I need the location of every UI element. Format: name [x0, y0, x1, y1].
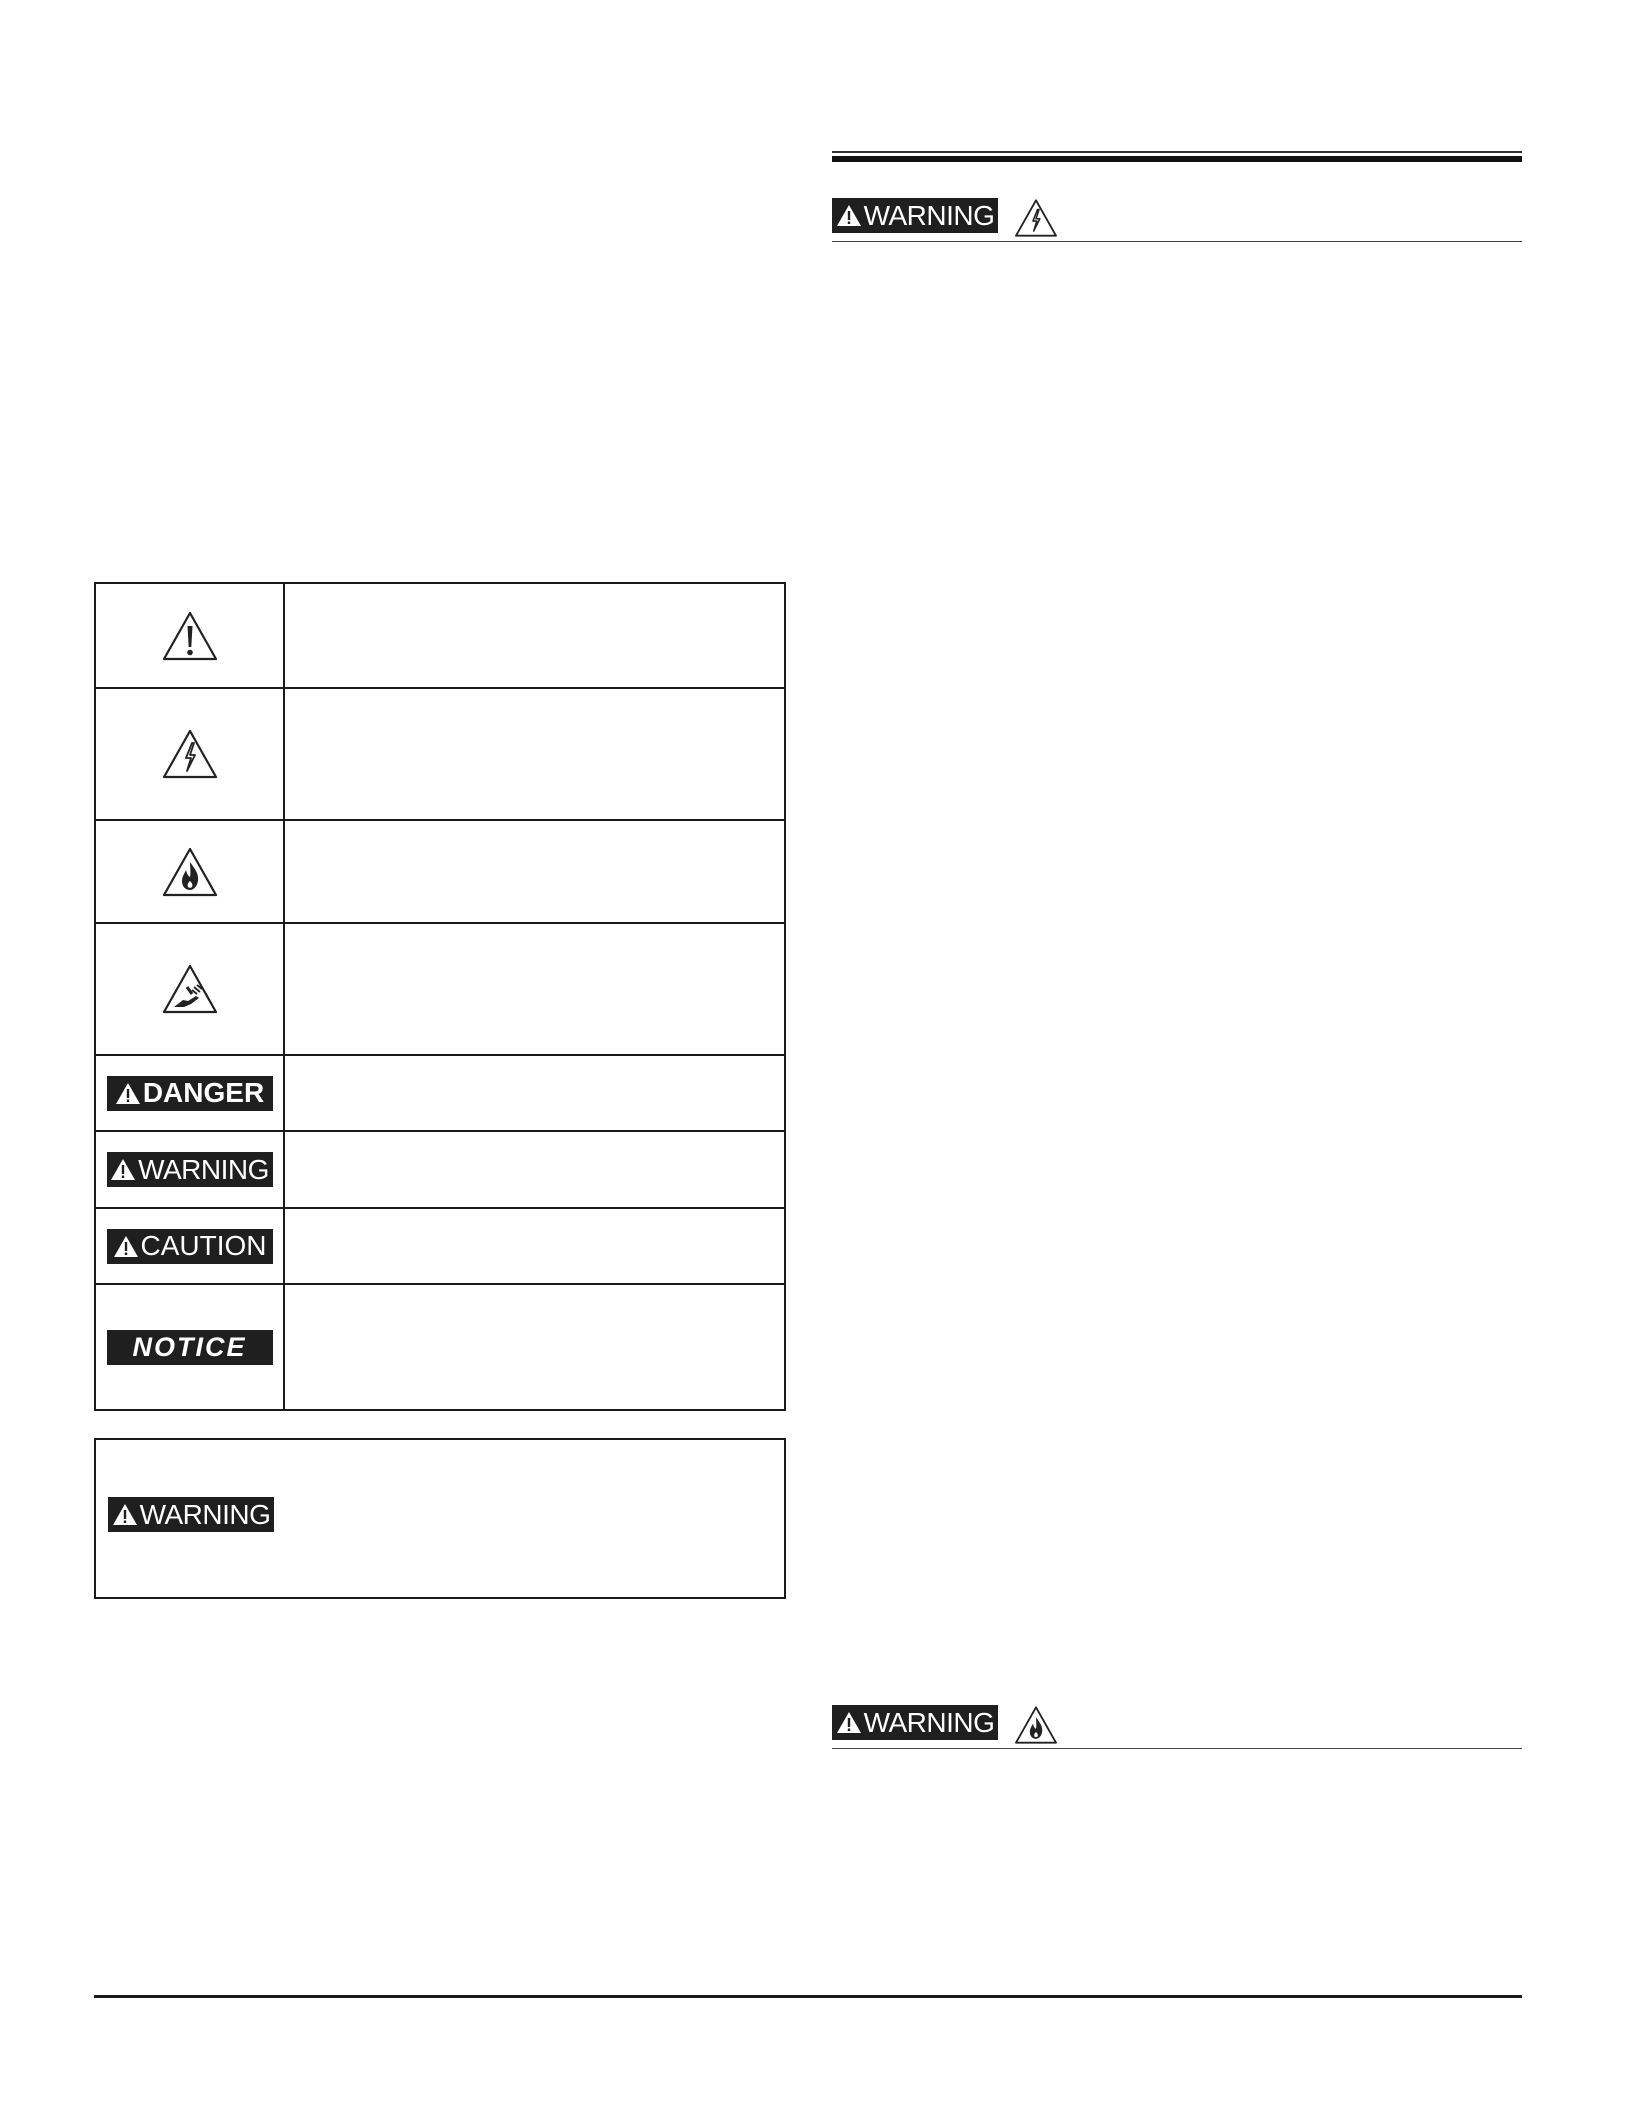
warning-signal-word: WARNING [832, 198, 998, 233]
description-cell [286, 1285, 784, 1409]
table-row [96, 1209, 784, 1285]
pressure-injection-icon [161, 963, 219, 1015]
header-rule-thick [832, 156, 1522, 162]
alert-triangle-icon [112, 1503, 138, 1526]
table-row [96, 1285, 784, 1409]
description-cell [286, 821, 784, 922]
warning-signal-word: WARNING [107, 1152, 273, 1187]
table-row [96, 689, 784, 821]
header-rule-thin [832, 151, 1522, 153]
electrical-hazard-icon [161, 728, 219, 780]
caution-signal-word: CAUTION [107, 1229, 273, 1264]
symbol-cell [96, 584, 285, 687]
electrical-hazard-icon [1013, 198, 1059, 238]
notice-signal-word: NOTICE [107, 1330, 273, 1365]
warning-signal-word: WARNING [832, 1705, 998, 1740]
alert-triangle-icon [836, 1711, 862, 1734]
fire-warning-header [832, 1705, 1522, 1749]
warning-note-box [94, 1438, 786, 1599]
footer-rule [94, 1995, 1522, 1998]
description-cell [286, 584, 784, 687]
table-row [96, 821, 784, 924]
table-row [96, 924, 784, 1056]
description-cell [286, 689, 784, 819]
electrical-warning-header [832, 198, 1522, 242]
alert-triangle-icon [113, 1235, 139, 1258]
description-cell [286, 1056, 784, 1130]
alert-triangle-icon [115, 1082, 141, 1105]
symbol-cell [96, 689, 285, 819]
symbol-cell [96, 1056, 285, 1130]
table-row [96, 1056, 784, 1132]
alert-triangle-icon [836, 204, 862, 227]
danger-signal-word: DANGER [107, 1076, 273, 1111]
description-cell [286, 1132, 784, 1207]
table-row [96, 584, 784, 689]
fire-hazard-icon [161, 846, 219, 898]
fire-hazard-icon [1013, 1705, 1059, 1745]
hazard-symbol-table [94, 582, 786, 1411]
description-cell [286, 1209, 784, 1283]
warning-signal-word: WARNING [108, 1497, 274, 1532]
table-row [96, 1132, 784, 1209]
symbol-cell [96, 1209, 285, 1283]
symbol-cell [96, 924, 285, 1054]
safety-alert-icon [161, 610, 219, 662]
symbol-cell [96, 1285, 285, 1409]
symbol-cell [96, 821, 285, 922]
symbol-cell [96, 1132, 285, 1207]
alert-triangle-icon [110, 1158, 136, 1181]
description-cell [286, 924, 784, 1054]
